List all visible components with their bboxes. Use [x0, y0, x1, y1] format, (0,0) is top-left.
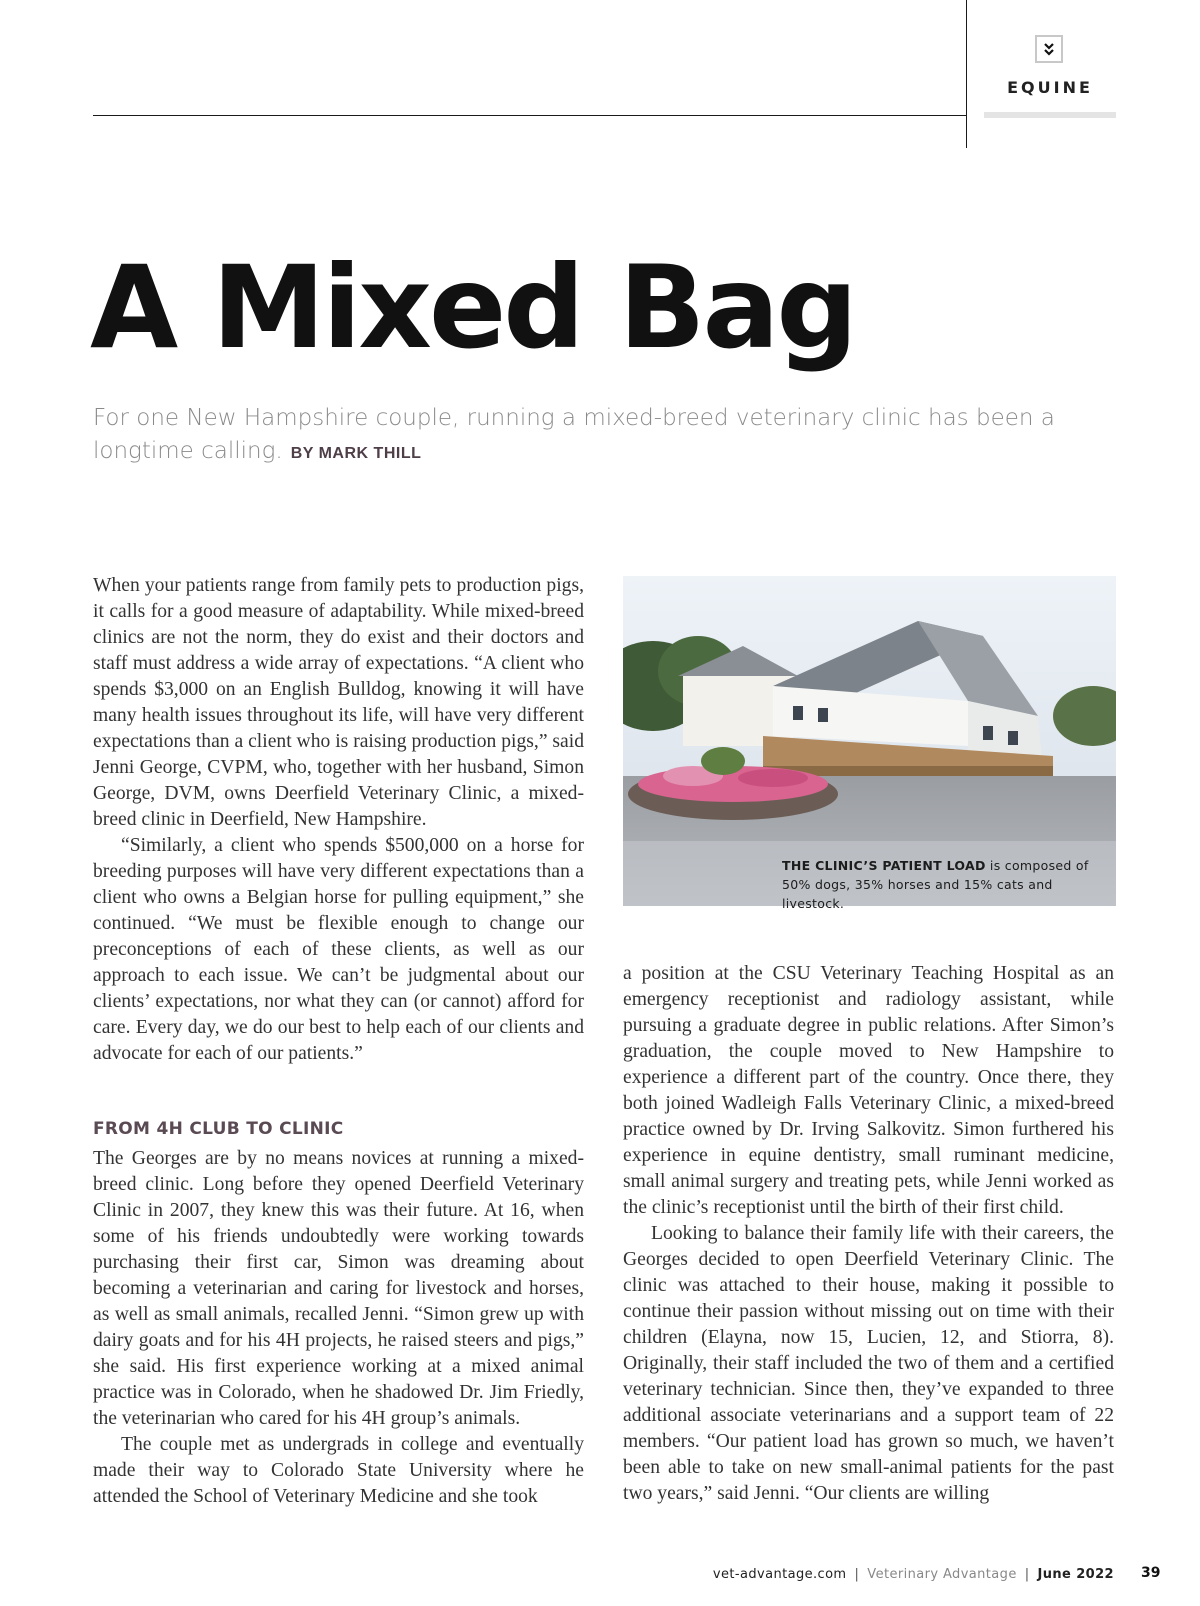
caption-lead: THE CLINIC’S PATIENT LOAD — [782, 858, 986, 873]
page-footer: vet-advantage.com | Veterinary Advantage | June 2022 — [712, 1567, 1114, 1582]
article-title: A Mixed Bag — [90, 241, 855, 374]
paragraph: “Similarly, a client who spends $500,000 on a horse for breeding purposes will have very different expectations than a client who owns a Belgian horse for pulling equipment,” she continued. “We must be flexible enough to change our preconceptions of each of these clients, as well as our approach to each issue. We can’t be judgmental about our clients’ expectations, nor what they can (or cannot) afford for care. Every day, we do our best to help each of our clients and advocate for each of our patients.” — [93, 835, 584, 1064]
paragraph: Looking to balance their family life with their careers, the Georges decided to open Deerfield Veterinary Clinic. The clinic was attached to their house, making it possible to continue their passion without missing out on time with their children (Elayna, now 15, Lucien, 12, and Stiorra, 8). Originally, their staff included the two of them and a certified veterinary technician. Since then, they’ve expanded to three additional associate veterinarians and a support team of 22 members. “Our patient load has grown so much, we haven’t been able to take on new small-animal patients for the past two years,” said Jenni. “Our clients are willing — [623, 1223, 1114, 1504]
double-chevron-down-icon — [1035, 35, 1063, 63]
footer-date: June 2022 — [1037, 1567, 1114, 1582]
deck-text: For one New Hampshire couple, running a mixed-breed veterinary clinic has been a longtime calling. — [93, 405, 1055, 464]
header-vertical-rule — [966, 0, 967, 148]
column-left-bottom — [93, 1116, 584, 1510]
caption-text: is composed of 50% dogs, 35% horses and 15% cats and livestock. — [782, 858, 1089, 911]
article-deck — [93, 402, 1073, 470]
paragraph: a position at the CSU Veterinary Teaching Hospital as an emergency receptionist and radiology assistant, while pursuing a graduate degree in public relations. After Simon’s graduation, the couple moved to New Hampshire to experience a different part of the country. Once there, they both joined Wadleigh Falls Veterinary Clinic, a mixed-breed practice owned by Dr. Irving Salkovitz. Simon furthered his experience in equine dentistry, small ruminant medicine, small animal surgery and treating pets, while Jenni worked as the clinic’s receptionist until the birth of their first child. — [623, 963, 1114, 1218]
paragraph: The Georges are by no means novices at running a mixed-breed clinic. Long before they opened Deerfield Veterinary Clinic in 2007, they knew this was their future. At 16, when some of his friends undoubtedly were working towards purchasing their first car, Simon was dreaming about becoming a veterinarian and caring for livestock and horses, as well as small animals, recalled Jenni. “Simon grew up with dairy goats and for his 4H projects, he raised steers and pigs,” she said. His first experience working at a mixed animal practice was in Colorado, when he shadowed Dr. Jim Friedly, the veterinarian who cared for his 4H group’s animals. — [93, 1148, 584, 1429]
column-left-top — [93, 573, 584, 1067]
footer-site-link[interactable]: vet-advantage.com — [712, 1567, 847, 1582]
paragraph: The couple met as undergrads in college and eventually made their way to Colorado State University where he attended the School of Veterinary Medicine and she took — [93, 1434, 584, 1507]
header-rule — [93, 115, 966, 116]
section-subhead: FROM 4H CLUB TO CLINIC — [93, 1119, 344, 1139]
byline: BY MARK THILL — [290, 445, 422, 462]
footer-magazine: Veterinary Advantage — [867, 1567, 1017, 1582]
column-right — [623, 961, 1114, 1507]
photo-caption — [782, 856, 1112, 913]
paragraph: When your patients range from family pets to production pigs, it calls for a good measure of adaptability. While mixed-breed clinics are not the norm, they do exist and their doctors and staff must address a wide array of expectations. “A client who spends $3,000 on an English Bulldog, knowing it will have many health issues throughout its life, will have very different expectations than a client who is raising production pigs,” said Jenni George, CVPM, who, together with her husband, Simon George, DVM, owns Deerfield Veterinary Clinic, a mixed-breed clinic in Deerfield, New Hampshire. — [93, 575, 584, 830]
page-number: 39 — [1141, 1565, 1161, 1581]
section-underline — [984, 112, 1116, 118]
section-label: EQUINE — [1007, 78, 1093, 97]
